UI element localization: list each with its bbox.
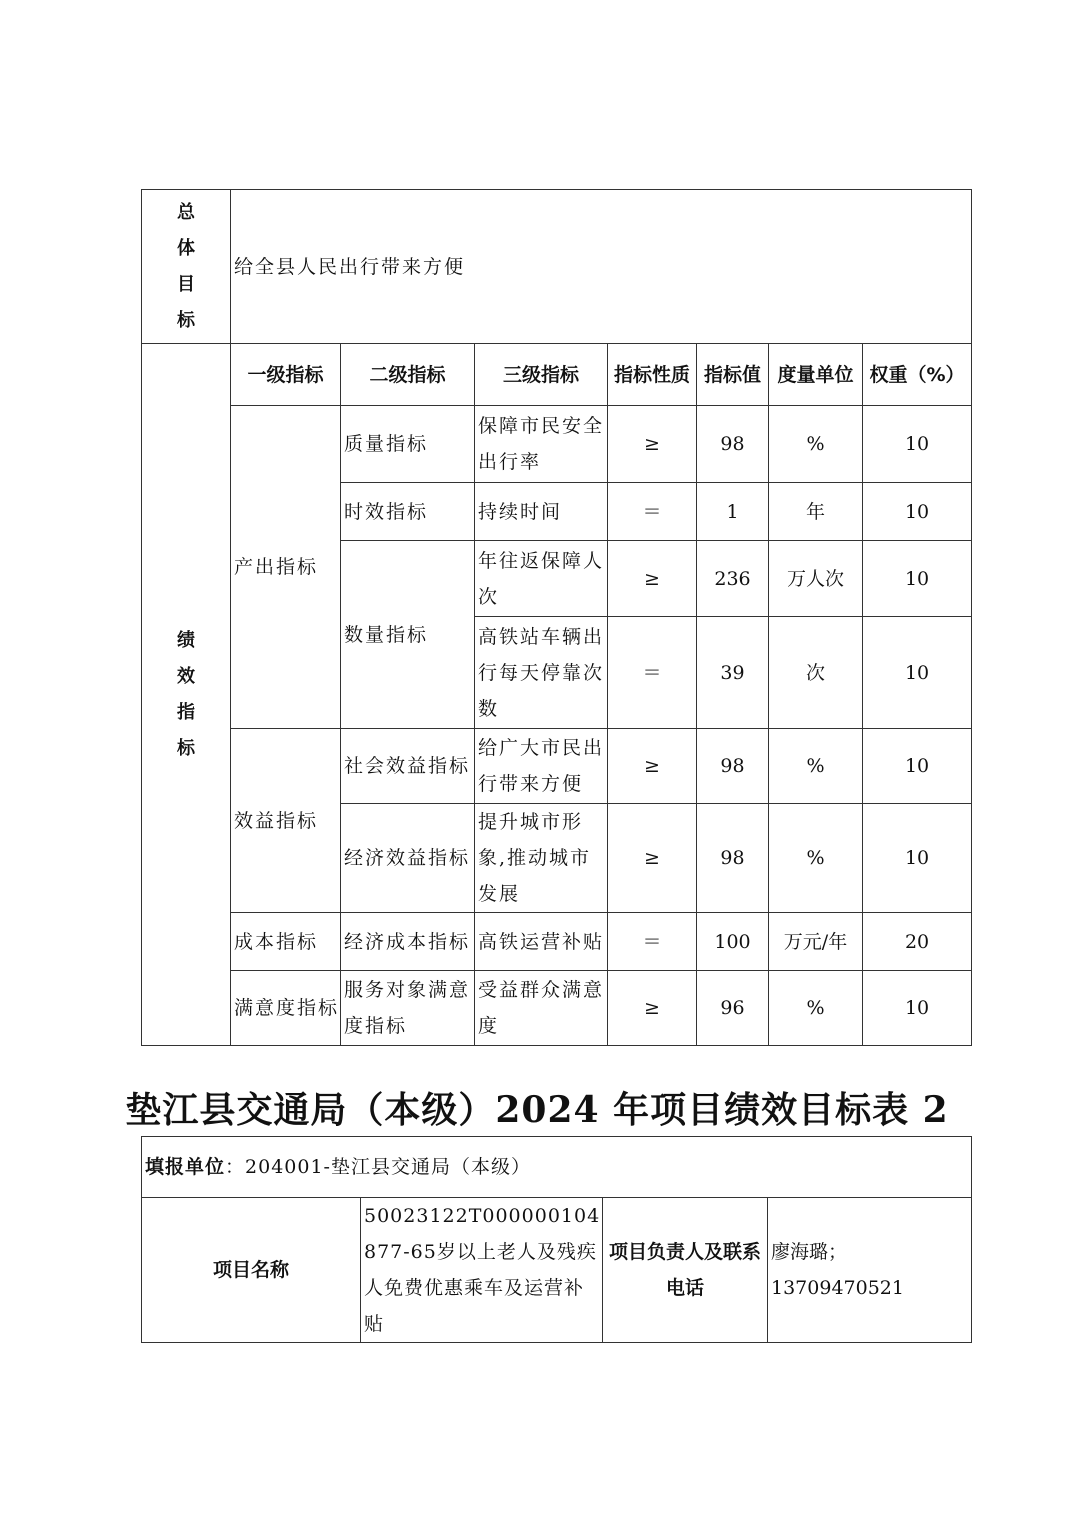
level3-cell: 保障市民安全出行率 <box>475 406 608 483</box>
level1-benefit: 效益指标 <box>231 729 341 913</box>
header-value: 指标值 <box>697 344 769 406</box>
unit-cell: % <box>769 406 863 483</box>
value-cell: 39 <box>697 617 769 729</box>
level3-cell: 年往返保障人次 <box>475 541 608 617</box>
level3-cell: 受益群众满意度 <box>475 971 608 1046</box>
nature-cell: ＝ <box>608 483 697 541</box>
unit-cell: 年 <box>769 483 863 541</box>
level2-quantity: 数量指标 <box>341 541 475 729</box>
reporting-unit-value: ：204001-垫江县交通局（本级） <box>225 1156 531 1178</box>
header-level1: 一级指标 <box>231 344 341 406</box>
contact-label: 项目负责人及联系电话 <box>603 1198 768 1343</box>
value-cell: 100 <box>697 913 769 971</box>
project-name-label: 项目名称 <box>142 1198 361 1343</box>
level2-service: 服务对象满意度指标 <box>341 971 475 1046</box>
level3-cell: 提升城市形象,推动城市发展 <box>475 804 608 913</box>
weight-cell: 10 <box>863 483 972 541</box>
reporting-unit-label: 填报单位 <box>145 1156 226 1178</box>
level3-cell: 高铁站车辆出行每天停靠次数 <box>475 617 608 729</box>
page-title: 垫江县交通局（本级）2024 年项目绩效目标表 2 <box>125 1089 949 1131</box>
header-weight: 权重（%） <box>863 344 972 406</box>
weight-cell: 10 <box>863 729 972 804</box>
unit-cell: 万元/年 <box>769 913 863 971</box>
overall-goal-label: 总 体 目 标 <box>142 190 231 344</box>
weight-cell: 20 <box>863 913 972 971</box>
value-cell: 236 <box>697 541 769 617</box>
nature-cell: ≥ <box>608 729 697 804</box>
header-level3: 三级指标 <box>475 344 608 406</box>
weight-cell: 10 <box>863 804 972 913</box>
level1-cost: 成本指标 <box>231 913 341 971</box>
level1-satisfaction: 满意度指标 <box>231 971 341 1046</box>
level2-econ-cost: 经济成本指标 <box>341 913 475 971</box>
level2-social: 社会效益指标 <box>341 729 475 804</box>
header-nature: 指标性质 <box>608 344 697 406</box>
performance-label: 绩 效 指 标 <box>142 344 231 1046</box>
level2-quality: 质量指标 <box>341 406 475 483</box>
value-cell: 98 <box>697 406 769 483</box>
level3-cell: 高铁运营补贴 <box>475 913 608 971</box>
nature-cell: ≥ <box>608 541 697 617</box>
value-cell: 1 <box>697 483 769 541</box>
nature-cell: ≥ <box>608 804 697 913</box>
value-cell: 98 <box>697 729 769 804</box>
weight-cell: 10 <box>863 617 972 729</box>
unit-cell: % <box>769 971 863 1046</box>
overall-goal-text: 给全县人民出行带来方便 <box>231 190 972 344</box>
level2-economic: 经济效益指标 <box>341 804 475 913</box>
unit-cell: % <box>769 804 863 913</box>
project-name-value: 50023122T000000104877-65岁以上老人及残疾人免费优惠乘车及运营补贴 <box>361 1198 603 1343</box>
weight-cell: 10 <box>863 406 972 483</box>
header-unit: 度量单位 <box>769 344 863 406</box>
reporting-unit-row <box>142 1137 972 1198</box>
project-info-table <box>141 1136 972 1343</box>
level3-cell: 持续时间 <box>475 483 608 541</box>
level3-cell: 给广大市民出行带来方便 <box>475 729 608 804</box>
unit-cell: 万人次 <box>769 541 863 617</box>
performance-table <box>141 189 972 1046</box>
nature-cell: ＝ <box>608 913 697 971</box>
nature-cell: ＝ <box>608 617 697 729</box>
nature-cell: ≥ <box>608 971 697 1046</box>
nature-cell: ≥ <box>608 406 697 483</box>
unit-cell: 次 <box>769 617 863 729</box>
weight-cell: 10 <box>863 971 972 1046</box>
header-level2: 二级指标 <box>341 344 475 406</box>
level2-timeliness: 时效指标 <box>341 483 475 541</box>
value-cell: 96 <box>697 971 769 1046</box>
unit-cell: % <box>769 729 863 804</box>
weight-cell: 10 <box>863 541 972 617</box>
contact-value: 廖海璐；13709470521 <box>768 1198 972 1343</box>
level1-output: 产出指标 <box>231 406 341 729</box>
value-cell: 98 <box>697 804 769 913</box>
